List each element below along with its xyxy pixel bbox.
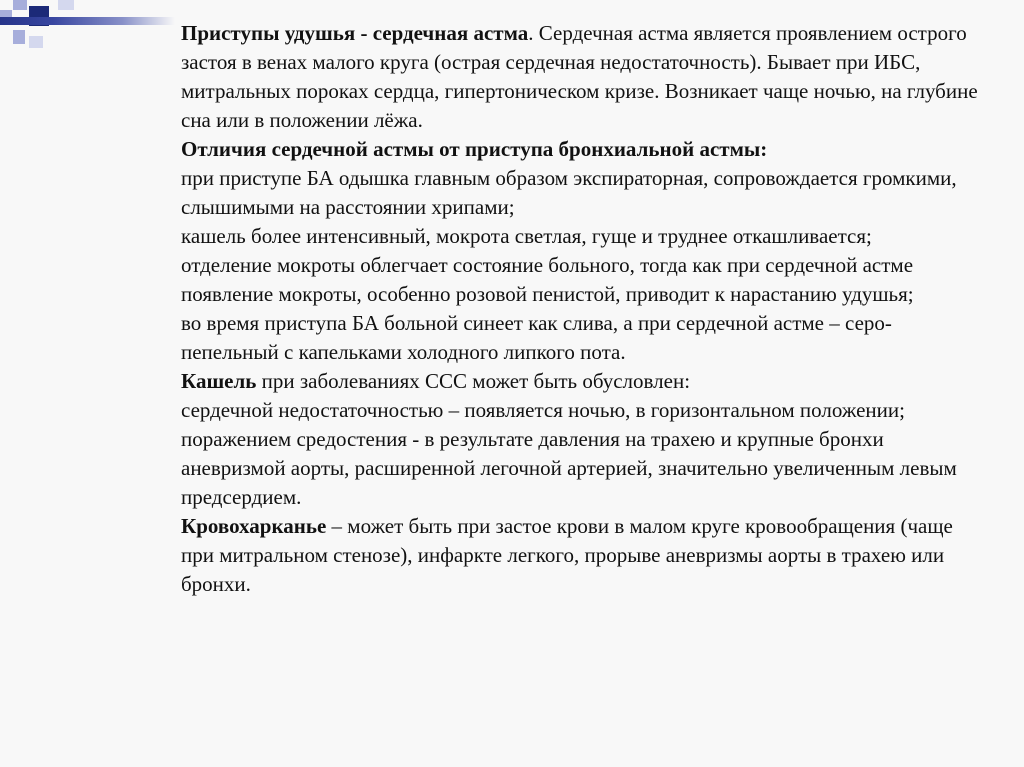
paragraph-text: . Сердечная астма является проявлением острого застоя в венах малого круга (острая сердечная недостаточность). Бывает при ИБС, митральных пороках сердца, гипертоническом кризе. Возникает чаще ночью, на глубине сна или в положении лёжа. (181, 21, 978, 132)
paragraph (181, 222, 981, 251)
paragraph (181, 425, 981, 512)
paragraph-text: кашель более интенсивный, мокрота светлая, гуще и труднее откашливается; (181, 224, 872, 248)
paragraph-heading: Кашель (181, 369, 257, 393)
slide-body (181, 19, 981, 599)
paragraph (181, 251, 981, 309)
paragraph (181, 309, 981, 367)
paragraph-heading: Кровохарканье (181, 514, 327, 538)
paragraph-heading: Приступы удушья - сердечная астма (181, 21, 529, 45)
paragraph-text: поражением средостения - в результате давления на трахею и крупные бронхи аневризмой аорты, расширенной легочной артерией, значительно увеличенным левым предсердием. (181, 427, 957, 509)
paragraph (181, 164, 981, 222)
paragraph (181, 135, 981, 164)
paragraph-heading: Отличия сердечной астмы от приступа бронхиальной астмы: (181, 137, 768, 161)
paragraph-text: – может быть при застое крови в малом круге кровообращения (чаще при митральном стенозе), инфаркте легкого, прорыве аневризмы аорты в трахею или бронхи. (181, 514, 953, 596)
paragraph-text: при заболеваниях ССС может быть обусловлен: (256, 369, 691, 393)
deco-square (58, 0, 74, 10)
deco-square (13, 30, 25, 44)
paragraph (181, 367, 981, 396)
deco-square (13, 0, 27, 10)
deco-bar (0, 17, 175, 25)
paragraph (181, 512, 981, 599)
paragraph (181, 19, 981, 135)
paragraph-text: отделение мокроты облегчает состояние больного, тогда как при сердечной астме появление мокроты, особенно розовой пенистой, приводит к нарастанию удушья; (181, 253, 914, 306)
paragraph-text: при приступе БА одышка главным образом экспираторная, сопровождается громкими, слышимыми на расстоянии хрипами; (181, 166, 957, 219)
paragraph-text: во время приступа БА больной синеет как слива, а при сердечной астме – серо-пепельный с капельками холодного липкого пота. (181, 311, 892, 364)
deco-square (29, 36, 43, 48)
paragraph-text: сердечной недостаточностью – появляется ночью, в горизонтальном положении; (181, 398, 905, 422)
paragraph (181, 396, 981, 425)
